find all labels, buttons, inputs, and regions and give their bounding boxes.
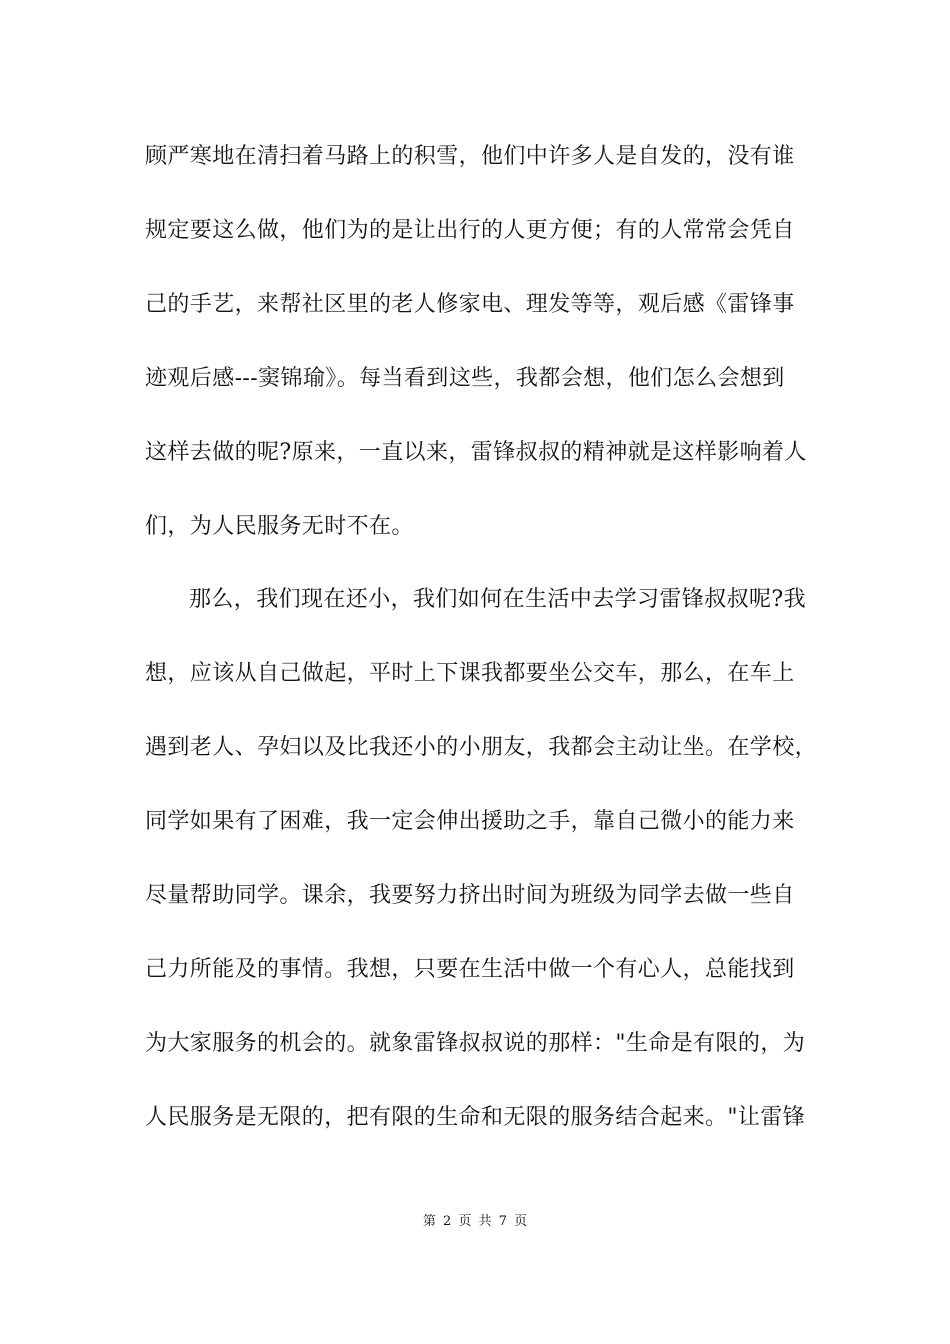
page-number: 第 2 页 共 7 页 <box>422 1214 528 1229</box>
paragraph-line: 己力所能及的事情。我想，只要在生活中做一个有心人，总能找到 <box>145 957 795 982</box>
page-footer <box>0 1212 950 1232</box>
paragraph-line: 己的手艺，来帮社区里的老人修家电、理发等等，观后感《雷锋事 <box>145 292 795 317</box>
paragraph-line: 尽量帮助同学。课余，我要努力挤出时间为班级为同学去做一些自 <box>145 883 795 908</box>
paragraph-line: 同学如果有了困难，我一定会伸出援助之手，靠自己微小的能力来 <box>145 809 795 834</box>
paragraph-line: 那么，我们现在还小，我们如何在生活中去学习雷锋叔叔呢?我 <box>189 587 806 612</box>
paragraph-line: 想，应该从自己做起，平时上下课我都要坐公交车，那么，在车上 <box>145 661 795 686</box>
paragraph-line: 规定要这么做，他们为的是让出行的人更方便；有的人常常会凭自 <box>145 218 795 243</box>
paragraph-line: 为大家服务的机会的。就象雷锋叔叔说的那样："生命是有限的，为 <box>145 1031 806 1056</box>
paragraph-line: 顾严寒地在清扫着马路上的积雪，他们中许多人是自发的，没有谁 <box>145 144 795 169</box>
paragraph-line: 们，为人民服务无时不在。 <box>145 514 414 539</box>
paragraph-line: 迹观后感---窦锦瑜》。每当看到这些，我都会想，他们怎么会想到 <box>145 366 785 391</box>
paragraph-line: 遇到老人、孕妇以及比我还小的小朋友，我都会主动让坐。在学校， <box>145 735 818 760</box>
paragraph-line: 这样去做的呢?原来，一直以来，雷锋叔叔的精神就是这样影响着人 <box>145 440 807 465</box>
paragraph-2 <box>145 578 835 1170</box>
paragraph-1 <box>145 135 835 579</box>
paragraph-line: 人民服务是无限的，把有限的生命和无限的服务结合起来。"让雷锋 <box>145 1105 806 1130</box>
